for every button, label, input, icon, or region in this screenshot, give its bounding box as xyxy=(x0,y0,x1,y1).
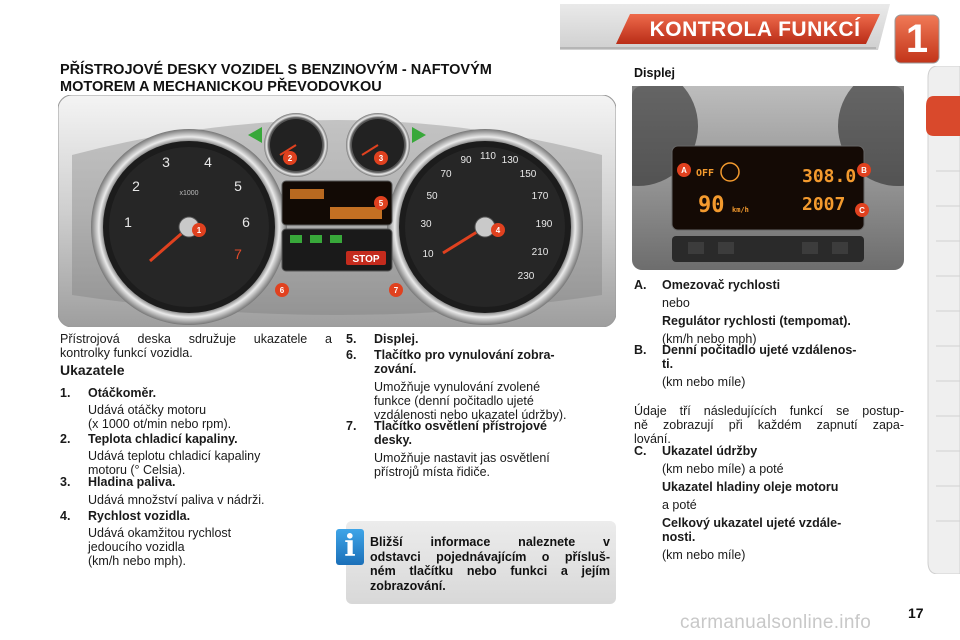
callout-4: 4 xyxy=(495,226,501,235)
callout-c: C xyxy=(859,206,865,215)
item-number: 6. xyxy=(346,348,357,362)
tacho-number: 1 xyxy=(124,214,132,230)
speedo-number: 210 xyxy=(531,247,549,258)
item-a xyxy=(634,278,914,346)
callout-7: 7 xyxy=(393,286,399,295)
paragraph-line: ně zobrazují při každém zapnutí zapa- xyxy=(634,418,904,432)
chapter-number: 1 xyxy=(905,17,929,61)
speedo-number: 50 xyxy=(426,191,438,202)
display-odo: 308.0 xyxy=(802,166,857,187)
callout-6: 6 xyxy=(279,286,285,295)
intro-line: Přístrojová deska sdružuje ukazatele a xyxy=(60,332,332,346)
item-line: vzdálenosti nebo ukazatel údržby). xyxy=(374,408,567,422)
info-line: odstavci pojednávajícím o přísluš- xyxy=(370,549,610,564)
item-4 xyxy=(60,509,340,568)
item-c xyxy=(634,444,914,562)
item-5 xyxy=(346,332,626,346)
item-line: (x 1000 ot/min nebo rpm). xyxy=(88,417,232,431)
item-line: Udává množství paliva v nádrži. xyxy=(88,493,265,507)
item-number: 4. xyxy=(60,509,71,523)
speedo-number: 170 xyxy=(531,191,549,202)
tacho-number: 4 xyxy=(204,154,212,170)
display-caption: Displej xyxy=(634,66,675,80)
item-line: Udává otáčky motoru xyxy=(88,403,207,417)
section-title-line: PŘÍSTROJOVÉ DESKY VOZIDEL S BENZINOVÝM - NAFTOVÝM xyxy=(60,62,492,78)
tacho-unit: x1000 xyxy=(179,190,199,197)
paragraph-line: Údaje tří následujících funkcí se postup- xyxy=(634,404,904,418)
item-line: funkce (denní počitadlo ujeté xyxy=(374,394,534,408)
item-line: (km nebo míle) xyxy=(662,548,746,562)
callout-5: 5 xyxy=(378,199,384,208)
item-title: Denní počitadlo ujeté vzdálenos- xyxy=(662,343,857,357)
item-line: (km nebo míle) a poté xyxy=(662,462,784,476)
tacho-number: 6 xyxy=(242,214,250,230)
item-title: Rychlost vozidla. xyxy=(88,509,191,523)
stop-label: STOP xyxy=(352,254,380,265)
speedo-number: 230 xyxy=(517,271,535,282)
info-line: zobrazování. xyxy=(370,578,446,593)
tacho-number: 3 xyxy=(162,154,170,170)
item-title: Tlačítko osvětlení přístrojové xyxy=(374,419,547,433)
speedo-number: 150 xyxy=(519,169,537,180)
item-line: (km/h nebo mph). xyxy=(88,554,186,568)
item-title: Omezovač rychlosti xyxy=(662,278,781,292)
paragraph-line: lování. xyxy=(634,432,671,446)
display-speed-unit: km/h xyxy=(732,206,749,214)
tacho-number: 7 xyxy=(234,246,242,262)
item-line: nebo xyxy=(662,296,690,310)
speedo-number: 70 xyxy=(440,169,452,180)
item-number: 1. xyxy=(60,386,71,400)
item-title: Teplota chladicí kapaliny. xyxy=(88,432,238,446)
item-number: 5. xyxy=(346,332,357,346)
paragraph xyxy=(634,404,904,446)
info-line: Bližší informace naleznete v xyxy=(370,535,610,549)
item-line: Umožňuje vynulování zvolené xyxy=(374,380,541,394)
instrument-cluster-image xyxy=(58,95,616,327)
item-line: jedoucího vozidla xyxy=(88,540,185,554)
item-letter: B. xyxy=(634,343,647,357)
item-title: Hladina paliva. xyxy=(88,475,176,489)
item-number: 7. xyxy=(346,419,357,433)
callout-a: A xyxy=(681,166,687,175)
speedo-number: 90 xyxy=(460,155,472,166)
display-trip: 2007 xyxy=(802,194,846,215)
item-7 xyxy=(346,419,626,479)
info-line: ném tlačítku nebo funkci a jejím xyxy=(370,564,610,578)
item-line: (km nebo míle) xyxy=(662,375,746,389)
item-letter: C. xyxy=(634,444,647,458)
item-title-cont: nosti. xyxy=(662,530,696,544)
item-title-cont: ti. xyxy=(662,357,674,371)
item-letter: A. xyxy=(634,278,647,292)
item-1 xyxy=(60,386,340,431)
info-icon: i xyxy=(336,529,364,565)
speedo-number: 10 xyxy=(422,249,434,260)
item-line: (km/h nebo mph) xyxy=(662,332,757,346)
item-line: Udává okamžitou rychlost xyxy=(88,526,232,540)
item-3 xyxy=(60,475,340,507)
intro-line: kontrolky funkcí vozidla. xyxy=(60,346,193,360)
speedo-number: 30 xyxy=(420,219,432,230)
callout-3: 3 xyxy=(378,154,384,163)
item-line: Umožňuje nastavit jas osvětlení xyxy=(374,451,550,465)
tacho-number: 5 xyxy=(234,178,242,194)
item-title-cont: desky. xyxy=(374,433,412,447)
item-title-cont: zování. xyxy=(374,362,417,376)
item-line: a poté xyxy=(662,498,697,512)
item-title: Celkový ukazatel ujeté vzdále- xyxy=(662,516,842,530)
item-number: 3. xyxy=(60,475,71,489)
display-speed: 90 xyxy=(698,193,725,218)
page-number: 17 xyxy=(908,605,924,621)
watermark: carmanualsonline.info xyxy=(680,612,872,633)
item-title: Displej. xyxy=(374,332,419,346)
item-2 xyxy=(60,432,340,477)
item-line: Udává teplotu chladicí kapaliny xyxy=(88,449,261,463)
item-title: Ukazatel hladiny oleje motoru xyxy=(662,480,839,494)
item-number: 2. xyxy=(60,432,71,446)
section-title-line: MOTOREM A MECHANICKOU PŘEVODOVKOU xyxy=(60,79,382,95)
ukazatele-heading: Ukazatele xyxy=(60,362,125,378)
item-line: motoru (° Celsia). xyxy=(88,463,186,477)
callout-1: 1 xyxy=(196,226,202,235)
display-panel-image xyxy=(632,86,904,270)
callout-2: 2 xyxy=(287,154,293,163)
section-title xyxy=(60,62,600,96)
item-title: Regulátor rychlosti (tempomat). xyxy=(662,314,851,328)
info-text xyxy=(370,535,610,593)
tacho-number: 2 xyxy=(132,178,140,194)
chapter-title: KONTROLA FUNKCÍ xyxy=(649,18,861,41)
item-line: přístrojů místa řidiče. xyxy=(374,465,491,479)
chapter-tabs[interactable] xyxy=(924,66,960,574)
display-off: OFF xyxy=(696,168,715,179)
item-title: Otáčkoměr. xyxy=(88,386,157,400)
speedo-number: 110 xyxy=(480,151,496,162)
speedo-number: 130 xyxy=(501,155,519,166)
item-b xyxy=(634,343,914,389)
item-title: Ukazatel údržby xyxy=(662,444,758,458)
item-6 xyxy=(346,348,626,422)
item-title: Tlačítko pro vynulování zobra- xyxy=(374,348,555,362)
intro-text xyxy=(60,332,332,360)
callout-b: B xyxy=(861,166,867,175)
speedo-number: 190 xyxy=(535,219,553,230)
